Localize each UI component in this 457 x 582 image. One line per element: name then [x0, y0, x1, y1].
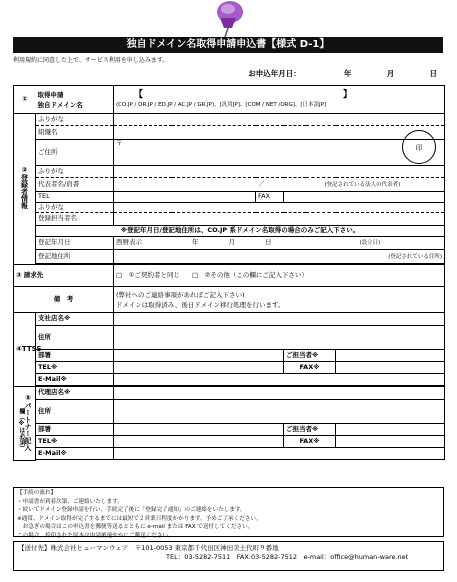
ttss-tel-label: TEL※ — [36, 362, 114, 374]
footer-contact: TEL：03-5282-7511 FAX:03-5282-7512 e-mail：office@human-ware.net — [166, 553, 409, 561]
remarks-label: 備 考 — [14, 287, 114, 313]
ttss-email-label: E-Mail※ — [36, 374, 114, 386]
reg-date-input[interactable]: 西暦表示 年 月 日 (設立日) — [114, 237, 445, 250]
address-input[interactable]: 〒 — [114, 140, 445, 166]
partner-dept-input[interactable] — [114, 424, 284, 436]
partner-tel-input[interactable] — [114, 436, 284, 448]
registration-notice: ※登記年月日/登記地住所は、CO.JP 系ドメイン名取得の場合のみご記入下さい。 — [36, 226, 445, 237]
ttss-tel-input[interactable] — [114, 362, 284, 374]
partner-dept-label: 部署 — [36, 424, 114, 436]
billing-label: ③ 請求先 — [14, 265, 114, 287]
footer-address: 【送付先】株式会社ヒューマンウェア 〒101-0053 東京都千代田区神田美土代町９番地 — [18, 544, 279, 552]
ttss-person-input[interactable] — [336, 350, 445, 362]
partner-fax-input[interactable] — [336, 436, 445, 448]
partner-person-input[interactable] — [336, 424, 445, 436]
notes-line: ・続いてドメイン登録申請を行い、手続完了後に「登録完了通知」のご連絡をいたします。 — [17, 507, 246, 514]
domain-label: 取得申請 独自ドメイン名 — [36, 86, 114, 114]
notes-line: 【手続の流れ】 — [17, 490, 57, 496]
seal-mark: 印 — [402, 130, 436, 164]
form-title: 独自ドメイン名取得申請申込書【様式 D-1】 — [13, 37, 443, 53]
contact-name-label: 登録担当者名 — [36, 213, 114, 226]
org-name-input[interactable] — [114, 126, 445, 152]
partner-agent-input[interactable] — [114, 387, 445, 400]
send-to-footer — [13, 541, 444, 571]
notes-line: この場合、捺印された原本は申請後速やかにご郵送ください。 — [17, 532, 174, 539]
partner-agent-label: 代理店名※ — [36, 387, 114, 400]
billing-option-same-checkbox[interactable]: □ ①ご契約者と同じ — [116, 270, 180, 279]
billing-options[interactable] — [114, 265, 445, 287]
fax-input[interactable] — [284, 192, 445, 203]
partner-fax-label: FAX※ — [284, 436, 336, 448]
domain-type-options: (CO.JP / OR.JP / ED.JP / AC.JP / GR.JP)、[汎用JP]、[COM / NET /ORG]、[日本語JP] — [116, 101, 327, 108]
application-date[interactable] — [248, 70, 437, 79]
ttss-fax-label: FAX※ — [284, 362, 336, 374]
ttss-section-label: ④TTSS — [14, 313, 36, 387]
contact-furigana-input[interactable] — [114, 203, 445, 213]
partner-section-label: 欄（※は必須）⑤パートナー記入 — [14, 387, 36, 461]
org-furigana-input[interactable] — [114, 114, 445, 126]
date-day: 日 — [429, 69, 437, 78]
partner-email-label: E-Mail※ — [36, 448, 114, 460]
notes-line: お急ぎの場合はこの申込書を郵便等送るとともに e-mail または FAX で送付してください。 — [17, 524, 254, 531]
ttss-branch-input[interactable] — [114, 313, 445, 326]
ttss-fax-input[interactable] — [336, 362, 445, 374]
address-label: ご住所 — [36, 140, 114, 166]
section1-number: ① — [14, 86, 36, 114]
rep-furigana-input[interactable] — [114, 166, 445, 178]
furigana-label-2: ふりがな — [36, 166, 114, 178]
date-year: 年 — [344, 69, 352, 78]
procedure-notes — [13, 487, 444, 537]
agreement-text: 利用規約に同意した上で、サービス利用を申し込みます。 — [13, 57, 169, 64]
date-month: 月 — [386, 69, 395, 78]
domain-input[interactable]: 【 】 (CO.JP / OR.JP / ED.JP / AC.JP / GR.JP)、[汎用JP]、[COM / NET /ORG]、[日本語JP] — [114, 86, 445, 114]
notes-line: ※通常、ドメイン取得が完了するまでには最短で２営業日程度かかります。予めご了承ください。 — [17, 515, 262, 522]
billing-option-other-checkbox[interactable]: □ ②その他（この欄にご記入下さい） — [191, 270, 308, 279]
partner-address-input[interactable] — [114, 400, 445, 424]
reg-address-input[interactable]: (登記されている住所) — [114, 250, 445, 264]
partner-address-label: 住所 — [36, 400, 114, 424]
ttss-dept-input[interactable] — [114, 350, 284, 362]
partner-tel-label: TEL※ — [36, 436, 114, 448]
ttss-address-label: 住所 — [36, 326, 114, 350]
ttss-person-label: ご担当者※ — [284, 350, 336, 362]
push-pin-icon — [206, 0, 250, 40]
ttss-branch-label: 支社店名※ — [36, 313, 114, 326]
contact-name-input[interactable] — [114, 213, 445, 226]
tel-input[interactable] — [114, 192, 256, 203]
reg-date-label: 登記年月日 — [36, 237, 114, 250]
furigana-label-1: ふりがな — [36, 114, 114, 126]
rep-name-label: 代表者名/肩書 — [36, 178, 114, 192]
partner-person-label: ご担当者※ — [284, 424, 336, 436]
notes-line: ・申請書が到着次第、ご連絡いたします。 — [17, 498, 123, 505]
reg-address-label: 登記地住所 — [36, 250, 114, 264]
partner-email-input[interactable] — [114, 448, 445, 460]
registrant-section-label: ②登録者情報 — [14, 114, 36, 265]
ttss-email-input[interactable] — [114, 374, 445, 386]
date-label: お申込年月日： — [248, 69, 301, 78]
rep-name-input[interactable]: ／ (登記されている法人の代表者) — [114, 178, 445, 192]
org-name-label: 組織名 — [36, 126, 114, 140]
tel-label: TEL — [36, 192, 114, 203]
remarks-input[interactable]: (弊社へのご連絡事項があればご記入下さい) ドメインは取得済み、後日ドメイン移行処理を行います。 — [114, 287, 445, 313]
ttss-dept-label: 部署 — [36, 350, 114, 362]
furigana-label-3: ふりがな — [36, 203, 114, 213]
fax-label: FAX — [256, 192, 284, 203]
domain-row — [14, 86, 445, 114]
ttss-address-input[interactable] — [114, 326, 445, 350]
application-form-table — [13, 85, 445, 461]
